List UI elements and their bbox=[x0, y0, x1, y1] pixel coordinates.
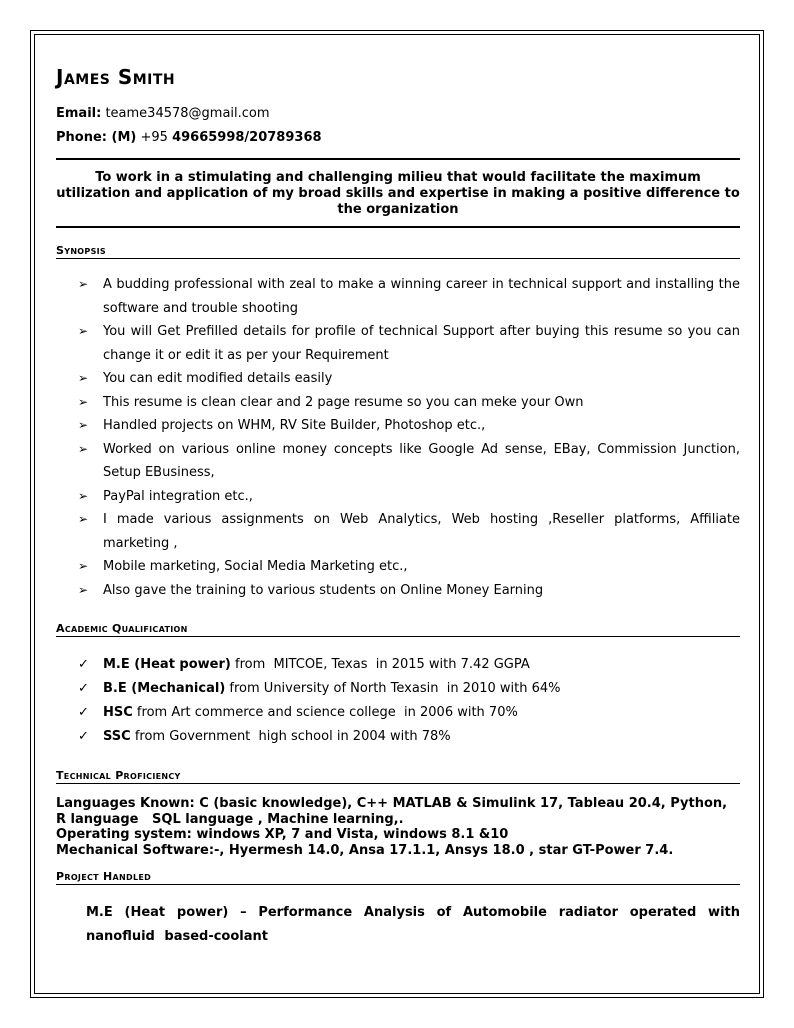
academic-detail: from University of North Texasin in 2010 with 64% bbox=[225, 681, 561, 696]
contact-block bbox=[56, 102, 740, 150]
technical-line: R language SQL language , Machine learning,. bbox=[56, 811, 404, 827]
phone-prefix: +95 bbox=[140, 130, 168, 145]
academic-degree: B.E (Mechanical) bbox=[103, 681, 226, 696]
synopsis-item-text: I made various assignments on Web Analytics, Web hosting ,Reseller platforms, Affiliate marketing , bbox=[103, 512, 740, 551]
phone-numbers: 49665998/20789368 bbox=[172, 130, 322, 145]
resume-content bbox=[56, 64, 740, 949]
divider bbox=[56, 226, 740, 228]
email-value: teame34578@gmail.com bbox=[105, 106, 270, 121]
academic-list bbox=[56, 653, 740, 749]
divider bbox=[56, 636, 740, 637]
arrow-bullet-icon: ➢ bbox=[78, 512, 89, 526]
divider bbox=[56, 884, 740, 885]
technical-skills bbox=[56, 796, 740, 858]
check-bullet-icon: ✓ bbox=[78, 729, 89, 744]
email-label: Email: bbox=[56, 106, 102, 121]
technical-line: Operating system: windows XP, 7 and Vista, windows 8.1 &10 bbox=[56, 827, 509, 842]
academic-detail: from Art commerce and science college in 2006 with 70% bbox=[132, 705, 518, 720]
arrow-bullet-icon: ➢ bbox=[78, 418, 89, 432]
arrow-bullet-icon: ➢ bbox=[78, 324, 89, 338]
synopsis-item-text: You can edit modified details easily bbox=[103, 371, 333, 386]
synopsis-item-text: You will Get Prefilled details for profile of technical Support after buying this resume so you can change it or edit it as per your Requirement bbox=[103, 324, 740, 363]
divider bbox=[56, 258, 740, 259]
synopsis-item-text: Handled projects on WHM, RV Site Builder, Photoshop etc., bbox=[103, 418, 486, 433]
synopsis-heading: Synopsis bbox=[56, 244, 106, 257]
technical-line: Mechanical Software:-, Hyermesh 14.0, Ansa 17.1.1, Ansys 18.0 , star GT-Power 7.4. bbox=[56, 842, 674, 858]
academic-heading: Academic Qualification bbox=[56, 622, 188, 635]
divider bbox=[56, 783, 740, 784]
academic-degree: M.E (Heat power) bbox=[103, 657, 231, 672]
project-description: M.E (Heat power) – Performance Analysis of Automobile radiator operated with nanofluid based-coolant bbox=[86, 905, 740, 944]
candidate-name: James Smith bbox=[56, 65, 176, 89]
academic-item bbox=[56, 701, 740, 725]
synopsis-item bbox=[56, 485, 740, 509]
academic-item bbox=[56, 653, 740, 677]
check-bullet-icon: ✓ bbox=[78, 657, 89, 672]
synopsis-item bbox=[56, 579, 740, 603]
synopsis-item bbox=[56, 320, 740, 367]
technical-line: Languages Known: C (basic knowledge), C++ MATLAB & Simulink 17, Tableau 20.4, Python, bbox=[56, 796, 728, 811]
synopsis-item bbox=[56, 555, 740, 579]
arrow-bullet-icon: ➢ bbox=[78, 441, 89, 456]
arrow-bullet-icon: ➢ bbox=[78, 559, 89, 573]
synopsis-item-text: A budding professional with zeal to make a winning career in technical support and installing the software and trouble shooting bbox=[103, 277, 740, 316]
synopsis-item bbox=[56, 273, 740, 320]
synopsis-list bbox=[56, 273, 740, 602]
academic-detail: from MITCOE, Texas in 2015 with 7.42 GGPA bbox=[230, 657, 530, 672]
phone-label: Phone: (M) bbox=[56, 130, 137, 145]
phone-line bbox=[56, 126, 740, 150]
arrow-bullet-icon: ➢ bbox=[78, 394, 89, 409]
project-heading: Project Handled bbox=[56, 870, 152, 883]
synopsis-item bbox=[56, 414, 740, 438]
synopsis-item-text: Worked on various online money concepts like Google Ad sense, EBay, Commission Junction, Setup EBusiness, bbox=[103, 441, 740, 480]
technical-heading: Technical Proficiency bbox=[56, 769, 181, 782]
synopsis-item-text: Also gave the training to various students on Online Money Earning bbox=[103, 582, 544, 598]
arrow-bullet-icon: ➢ bbox=[78, 488, 89, 503]
arrow-bullet-icon: ➢ bbox=[78, 371, 89, 385]
academic-degree: HSC bbox=[103, 705, 133, 720]
synopsis-item-text: This resume is clean clear and 2 page resume so you can meke your Own bbox=[103, 394, 584, 410]
career-objective: To work in a stimulating and challenging milieu that would facilitate the maximum utilization and application of my broad skills and expertise in making a positive difference to the organization bbox=[56, 170, 740, 217]
check-bullet-icon: ✓ bbox=[78, 705, 89, 720]
synopsis-item bbox=[56, 367, 740, 391]
synopsis-item bbox=[56, 391, 740, 415]
check-bullet-icon: ✓ bbox=[78, 681, 89, 696]
academic-detail: from Government high school in 2004 with 78% bbox=[130, 729, 451, 744]
academic-degree: SSC bbox=[103, 729, 131, 744]
arrow-bullet-icon: ➢ bbox=[78, 582, 89, 597]
academic-item bbox=[56, 677, 740, 701]
arrow-bullet-icon: ➢ bbox=[78, 277, 89, 291]
synopsis-item bbox=[56, 438, 740, 485]
synopsis-item-text: PayPal integration etc., bbox=[103, 488, 253, 504]
email-line bbox=[56, 102, 740, 126]
synopsis-item bbox=[56, 508, 740, 555]
synopsis-item-text: Mobile marketing, Social Media Marketing etc., bbox=[103, 559, 408, 574]
academic-item bbox=[56, 725, 740, 749]
